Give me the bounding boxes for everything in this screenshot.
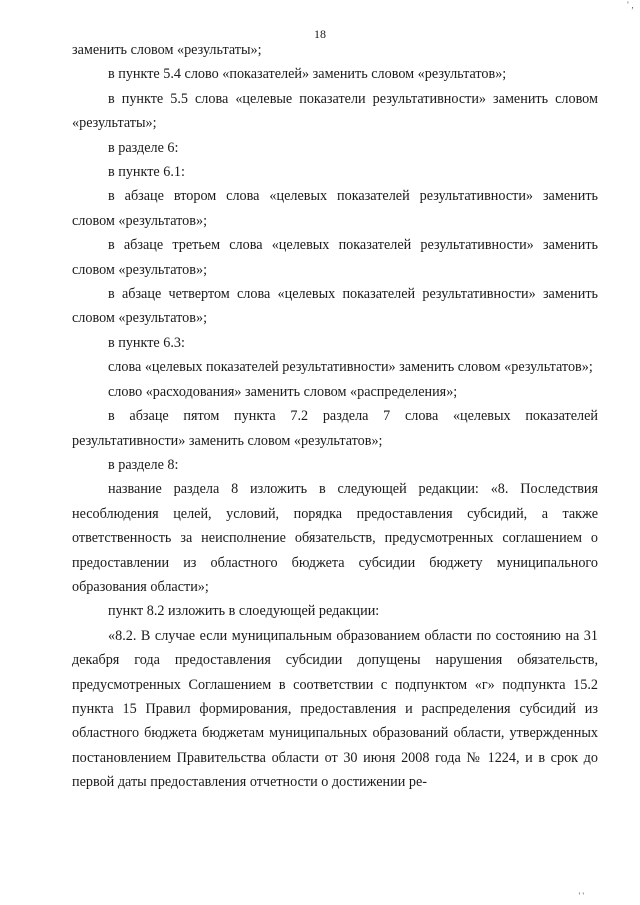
paragraph-5: в пункте 6.1: bbox=[108, 164, 185, 181]
paragraph-12: в абзаце пятом пункта 7.2 раздела 7 слова «целевых показателей результативности» заменить словом «результатов»; bbox=[72, 408, 598, 449]
scan-edge-mark-bottom: ' ' bbox=[578, 891, 584, 901]
paragraph-3: в пункте 5.5 слова «целевые показатели результативности» заменить словом «результаты»; bbox=[72, 90, 598, 132]
paragraph-14: название раздела 8 изложить в следующей редакции: «8. Последствия несоблюдения целей, условий, порядка предоставления субсидий, а также ответственность за неисполнение обязательств, предусмотренных соглашением о предоставлении из областного бюджета субсидии бюджету муниципального образования области»; bbox=[72, 481, 598, 595]
paragraph-7: в абзаце третьем слова «целевых показателей результативности» заменить словом «результатов»; bbox=[72, 237, 598, 278]
paragraph-8: в абзаце четвертом слова «целевых показателей результативности» заменить словом «результатов»; bbox=[72, 286, 598, 327]
paragraph-10: слова «целевых показателей результативности» заменить словом «результатов»; bbox=[108, 359, 593, 376]
paragraph-9: в пункте 6.3: bbox=[108, 334, 185, 351]
paragraph-15: пункт 8.2 изложить в слоедующей редакции: bbox=[108, 603, 380, 620]
scan-edge-mark: ' ‚ bbox=[627, 0, 634, 10]
paragraph-1: заменить словом «результаты»; bbox=[72, 42, 262, 58]
paragraph-2: в пункте 5.4 слово «показателей» заменить словом «результатов»; bbox=[108, 66, 507, 83]
paragraph-13: в разделе 8: bbox=[108, 456, 179, 473]
paragraph-6: в абзаце втором слова «целевых показателей результативности» заменить словом «результатов»; bbox=[72, 188, 598, 229]
paragraph-16: «8.2. В случае если муниципальным образованием области по состоянию на 31 декабря года предоставления субсидии допущены нарушения обязательств, предусмотренных Соглашением в соответствии с подпунктом «г» подпункта 15.2 пункта 15 Правил формирования, предоставления и распределения субсидий из областного бюджета бюджетам муниципальных образований области, утвержденных постановлением Правительства области от 30 июня 2008 года № 1224, и в срок до первой даты предоставления отчетности о достижении ре- bbox=[72, 627, 598, 791]
paragraph-11: слово «расходования» заменить словом «распределения»; bbox=[108, 383, 458, 400]
document-body bbox=[72, 38, 598, 795]
paragraph-4: в разделе 6: bbox=[108, 139, 179, 156]
page-number: 18 bbox=[314, 27, 326, 41]
